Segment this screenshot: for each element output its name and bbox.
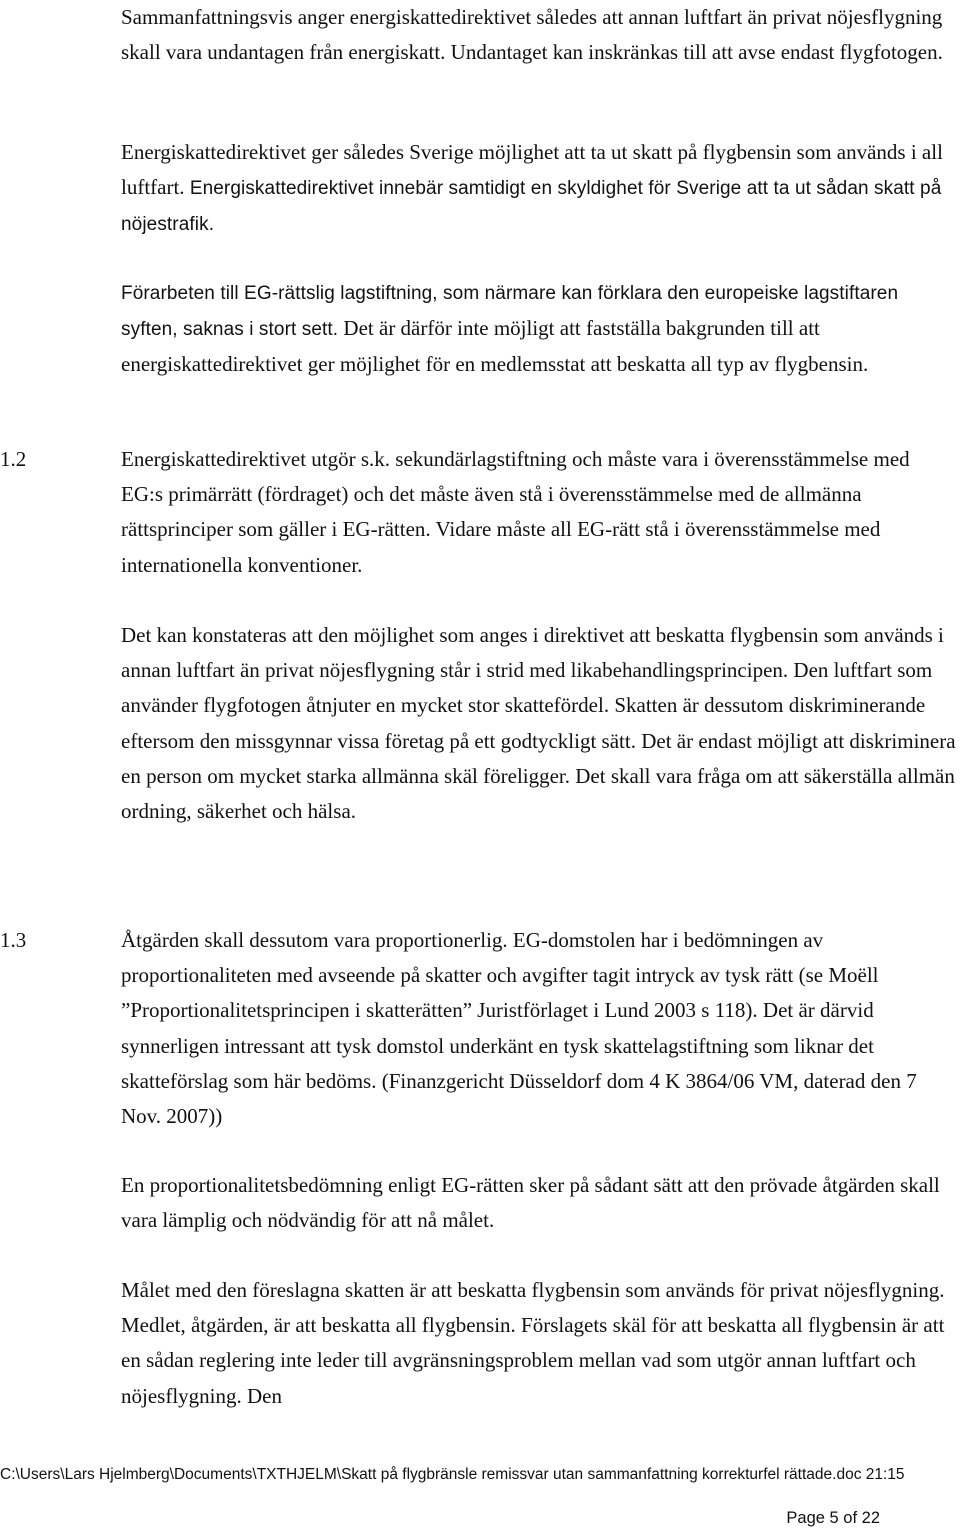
paragraph-preparatory-works-sans: Förarbeten till EG-rättslig lagstiftning, som närmare kan förklara den europeiske lagstiftaren syften, saknas i stort sett. <box>121 283 899 341</box>
section-text: Energiskattedirektivet utgör s.k. sekundärlagstiftning och måste vara i överensstämmelse med EG:s primärrätt (fördraget) och det måste även stå i överensstämmelse med de allmänna rättsprinciper som gäller i EG-rätten. Vidare måste all EG-rätt stå i överensstämmelse med internationella konventioner. <box>121 447 910 577</box>
paragraph-preparatory-works <box>121 275 956 383</box>
footer-file-path: C:\Users\Lars Hjelmberg\Documents\TXTHJELM\Skatt på flygbränsle remissvar utan sammanfattning korrekturfel rättade.doc 21:15 <box>0 1466 905 1483</box>
paragraph-directive-possibility-serif: Energiskattedirektivet ger således Sverige möjlighet att ta ut skatt på flygbensin som används i all luftfart. <box>121 140 943 200</box>
section-number: 1.2 <box>0 447 27 471</box>
paragraph-summary: Sammanfattningsvis anger energiskattedirektivet således att annan luftfart än privat nöjesflygning skall vara undantagen från energiskatt. Undantaget kan inskränkas till att avse endast flygfotogen. <box>121 5 943 65</box>
section-text: Åtgärden skall dessutom vara proportionerlig. EG-domstolen har i bedömningen av proportionaliteten med avseende på skatter och avgifter tagit intryck av tysk rätt (se Moëll ”Proportionalitetsprincipen i skatterätten” Juristförlaget i Lund 2003 s 118). Det är därvid synnerligen intressant att tysk domstol underkänt en tysk skattelagstiftning som liknar det skatteförslag som här bedöms. (Finanzgericht Düsseldorf dom 4 K 3864/06 VM, daterad den 7 Nov. 2007)) <box>121 928 917 1129</box>
section-followup-proportionality: En proportionalitetsbedömning enligt EG-rätten sker på sådant sätt att den prövade åtgärden skall vara lämplig och nödvändig för att nå målet. <box>121 1173 940 1233</box>
section-followup-goal: Målet med den föreslagna skatten är att beskatta flygbensin som används för privat nöjesflygning. Medlet, åtgärden, är att beskatta all flygbensin. Förslagets skäl för att beskatta all flygbensin är att en sådan reglering inte leder till avgränsningsproblem mellan vad som utgör annan luftfart och nöjesflygning. Den <box>121 1278 945 1408</box>
footer-page-number: Page 5 of 22 <box>786 1509 880 1527</box>
section-number: 1.3 <box>0 928 27 952</box>
paragraph-background: Det är därför inte möjligt att fastställa bakgrunden till att energiskattedirektivet ger möjlighet för en medlemsstat att beskatta all typ av flygbensin. <box>121 316 869 377</box>
section-followup: Det kan konstateras att den möjlighet som anges i direktivet att beskatta flygbensin som används i annan luftfart än privat nöjesflygning står i strid med likabehandlingsprincipen. Den luftfart som använder flygfotogen åtnjuter en mycket stor skattefördel. Skatten är dessutom diskriminerande eftersom den missgynnar vissa företag på ett godtyckligt sätt. Det är endast möjligt att diskriminera en person om mycket starka allmänna skäl föreligger. Det skall vara fråga om att säkerställa allmän ordning, säkerhet och hälsa. <box>121 623 956 824</box>
paragraph-directive-possibility <box>121 135 956 243</box>
paragraph-directive-obligation: Energiskattedirektivet innebär samtidigt en skyldighet för Sverige att ta ut sådan skatt på nöjestrafik. <box>121 178 942 236</box>
